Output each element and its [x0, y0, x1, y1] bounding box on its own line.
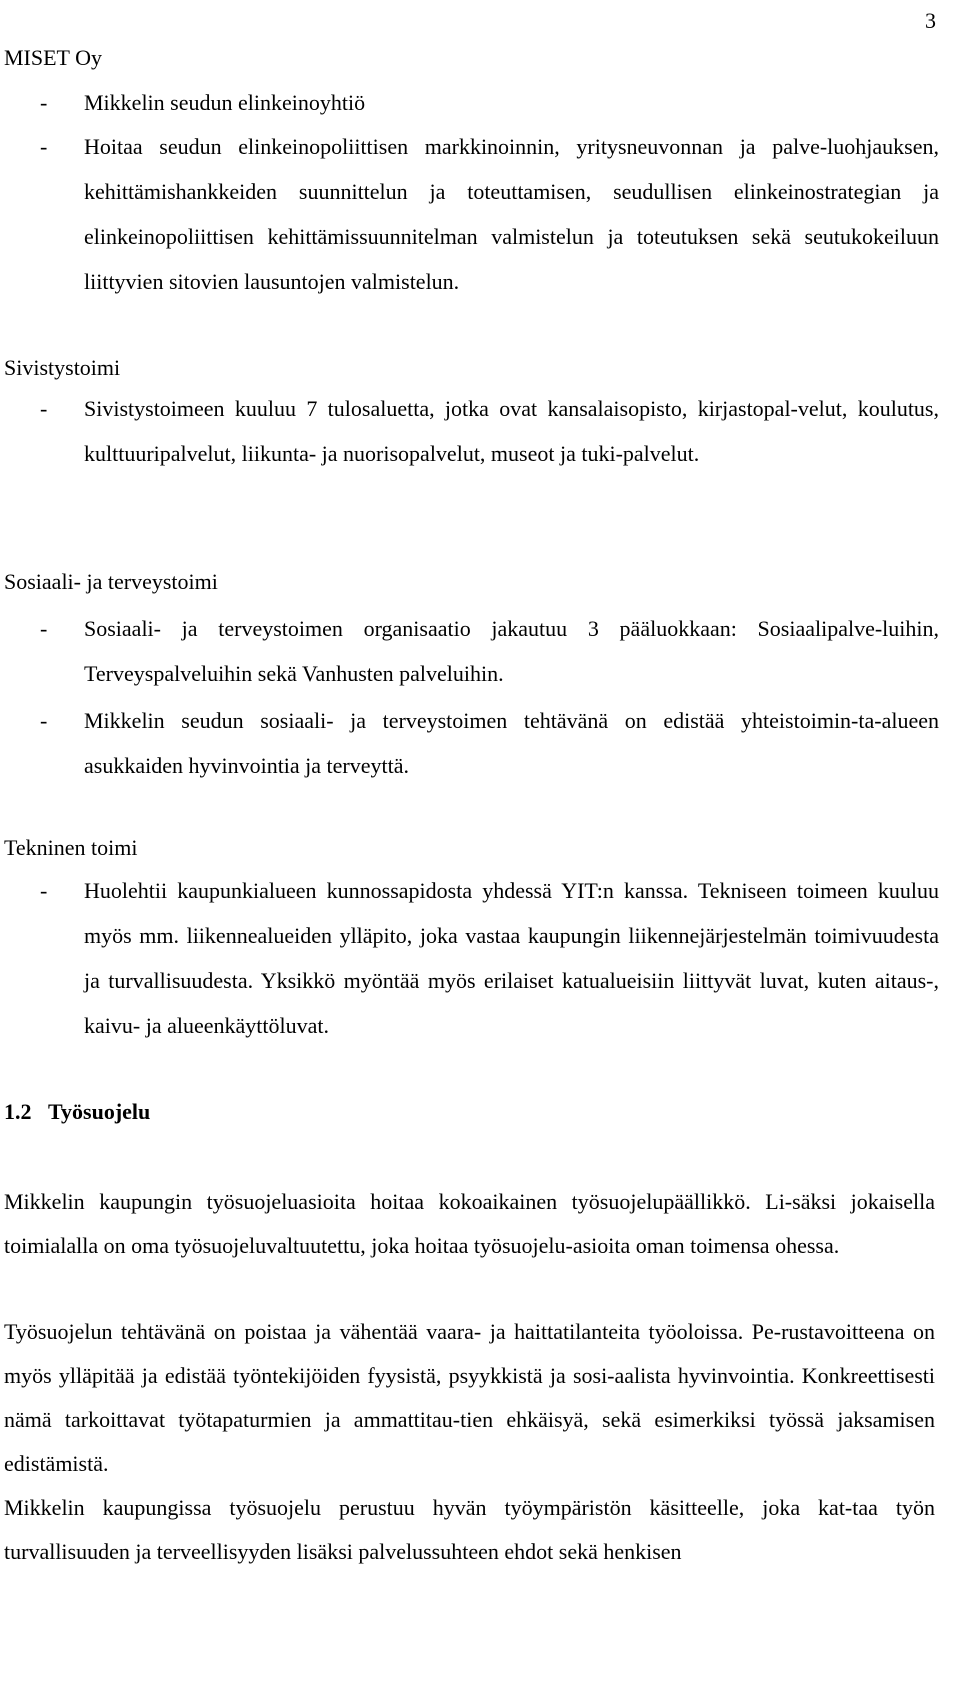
- section-heading-sosiaali: Sosiaali- ja terveystoimi: [4, 569, 218, 594]
- section-heading-sivistystoimi: Sivistystoimi: [4, 355, 121, 380]
- bullet-dash: -: [40, 616, 48, 641]
- paragraph: Työsuojelun tehtävänä on poistaa ja vähentää vaara- ja haittatilanteita työoloissa. Pe-rustavoitteena on myös ylläpitää ja edistää työntekijöiden fyysistä, psyykkistä ja sosi-aalista hyvinvointia. Konkreettisesti nämä tarkoittavat työtapaturmien ja ammattitau-tien ehkäisyä, sekä esimerkiksi työssä jaksamisen edistämistä.: [4, 1319, 935, 1476]
- paragraph: Mikkelin kaupungissa työsuojelu perustuu hyvän työympäristön käsitteelle, joka kat-taa työn turvallisuuden ja terveellisyyden lisäksi palvelussuhteen ehdot sekä henkisen: [4, 1495, 935, 1564]
- bullet-dash: -: [40, 90, 48, 115]
- bullet-dash: -: [40, 708, 48, 733]
- section-heading-tekninen: Tekninen toimi: [4, 835, 138, 860]
- list-item: - Hoitaa seudun elinkeinopoliittisen markkinoinnin, yritysneuvonnan ja palve-luohjauksen, kehittämishankkeiden suunnittelun ja toteuttamisen, seudullisen elinkeinostrategian ja elinkeinopoliittisen kehittämissuunnitelman valmistelun ja toteutuksen sekä seutukokeiluun liittyvien sitovien lausuntojen valmistelun.: [4, 124, 960, 304]
- bullet-dash: -: [40, 134, 48, 159]
- bullet-dash: -: [40, 396, 48, 421]
- page-number: 3: [925, 8, 936, 33]
- list-item: - Huolehtii kaupunkialueen kunnossapidosta yhdessä YIT:n kanssa. Tekniseen toimeen kuuluu myös mm. liikennealueiden ylläpito, joka vastaa kaupungin liikennejärjestelmän toimivuudesta ja turvallisuudesta. Yksikkö myöntää myös erilaiset katualueisiin liittyvät luvat, kuten aitaus-, kaivu- ja alueenkäyttöluvat.: [4, 868, 960, 1048]
- section-number: 1.2: [4, 1099, 32, 1124]
- list-item: - Mikkelin seudun elinkeinoyhtiö: [4, 80, 960, 125]
- bullet-dash: -: [40, 878, 48, 903]
- section-heading-miset: MISET Oy: [4, 45, 102, 70]
- section-title-tyosuojelu: [4, 1100, 150, 1124]
- section-title: Työsuojelu: [48, 1099, 151, 1124]
- list-item: - Sivistystoimeen kuuluu 7 tulosaluetta, jotka ovat kansalaisopisto, kirjastopal-velut, koulutus, kulttuuripalvelut, liikunta- ja nuorisopalvelut, museot ja tuki-palvelut.: [4, 386, 960, 476]
- list-item: - Sosiaali- ja terveystoimen organisaatio jakautuu 3 pääluokkaan: Sosiaalipalve-luihin, Terveyspalveluihin sekä Vanhusten palveluihin.: [4, 606, 960, 696]
- list-item: - Mikkelin seudun sosiaali- ja terveystoimen tehtävänä on edistää yhteistoimin-ta-alueen asukkaiden hyvinvointia ja terveyttä.: [4, 698, 960, 788]
- paragraph: Mikkelin kaupungin työsuojeluasioita hoitaa kokoaikainen työsuojelupäällikkö. Li-säksi jokaisella toimialalla on oma työsuojeluvaltuutettu, joka hoitaa työsuojelu-asioita oman toimensa ohessa.: [4, 1189, 935, 1258]
